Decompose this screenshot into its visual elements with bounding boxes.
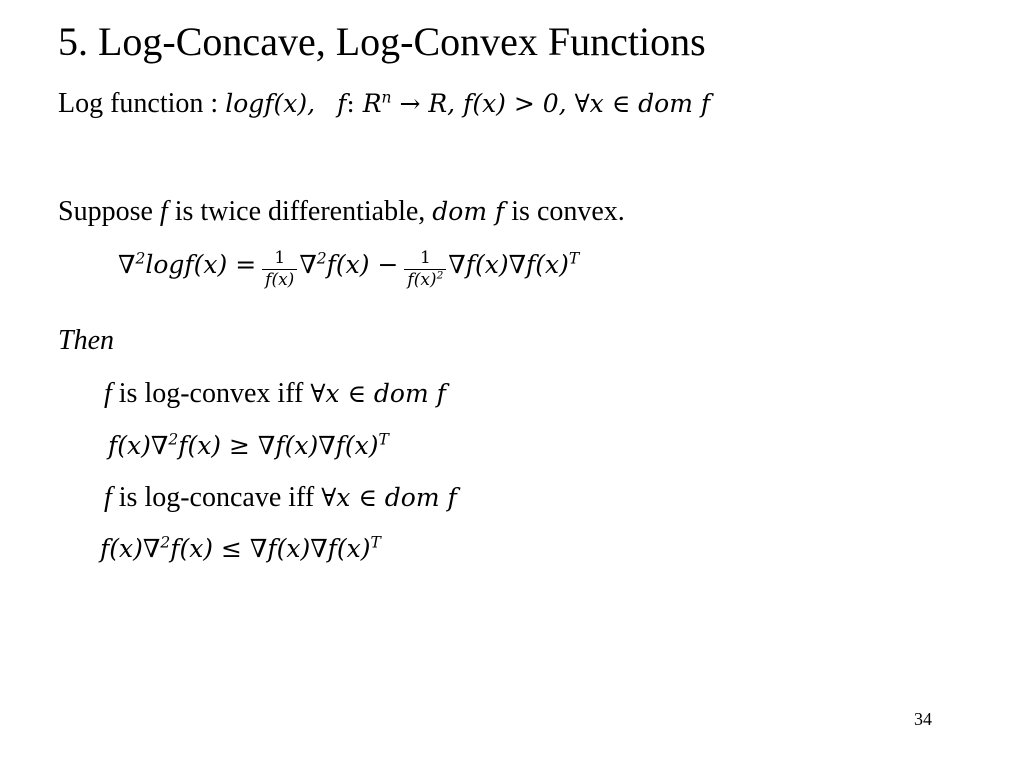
hessian-equation [118,250,579,289]
suppose-f: f [159,196,168,227]
nabla-symbol: ∇ [299,250,317,280]
mapping-exponent: n [381,88,392,107]
hessian-term1-rest: f(x) − [326,250,399,280]
log-convex-quantifier: ∀x ∈ dom f [310,379,446,408]
transpose-exponent: T [568,249,580,268]
then-label: Then [58,325,114,356]
log-concave-condition [100,533,381,563]
mapping-R: R [362,89,382,118]
hessian-lhs [118,250,256,279]
fraction-denominator-exponent: 2 [436,269,444,282]
fraction-one-over-f [262,250,297,289]
log-convex-condition-rest: f(x) ≥ ∇f(x)∇f(x) [178,431,379,460]
log-concave-statement [104,484,457,512]
square-exponent: 2 [160,533,171,552]
suppose-text-start: Suppose [58,196,160,227]
square-exponent: 2 [135,249,146,268]
fraction-denominator [404,270,446,289]
hessian-lhs-rest: logf(x) = [145,250,257,280]
hessian-term2-body: ∇f(x)∇f(x) [448,250,569,280]
fraction-denominator-base: f(x) [407,270,437,290]
suppose-dom: dom f [432,197,505,226]
hessian-term1 [299,250,398,279]
log-convex-f: f [104,378,112,409]
log-convex-condition [108,430,389,460]
log-convex-statement [104,380,446,408]
hessian-term2 [448,250,579,279]
mapping-domain [363,89,392,118]
log-convex-text: is log-convex iff [111,378,311,409]
page-number: 34 [914,709,932,729]
square-exponent: 2 [316,249,327,268]
square-exponent: 2 [168,430,179,449]
mapping-colon: : [346,89,363,118]
transpose-exponent: T [370,533,381,552]
nabla-symbol: ∇ [118,250,136,280]
log-function-line [58,90,710,118]
fraction-numerator: 1 [404,250,446,270]
log-concave-condition-start: f(x)∇ [100,534,161,563]
mapping-f: f [337,89,347,118]
log-concave-quantifier: ∀x ∈ dom f [321,483,457,512]
log-convex-condition-start: f(x)∇ [108,431,169,460]
log-function-expr: logf(x), [225,89,316,118]
log-concave-text: is log-concave iff [111,482,322,513]
suppose-text-end: is convex. [504,196,625,227]
transpose-exponent: T [378,430,389,449]
fraction-one-over-f-squared [404,250,446,289]
mapping-rest: → R, f(x) > 0, ∀x ∈ dom f [391,89,711,118]
slide-title: 5. Log-Concave, Log-Convex Functions [58,19,706,64]
fraction-denominator: f(x) [265,270,295,290]
log-concave-f: f [104,482,112,513]
log-function-label: Log function : [58,88,226,119]
log-concave-condition-rest: f(x) ≤ ∇f(x)∇f(x) [170,534,371,563]
suppose-text-mid: is twice differentiable, [167,196,433,227]
suppose-line [58,198,625,226]
fraction-numerator: 1 [262,250,297,270]
